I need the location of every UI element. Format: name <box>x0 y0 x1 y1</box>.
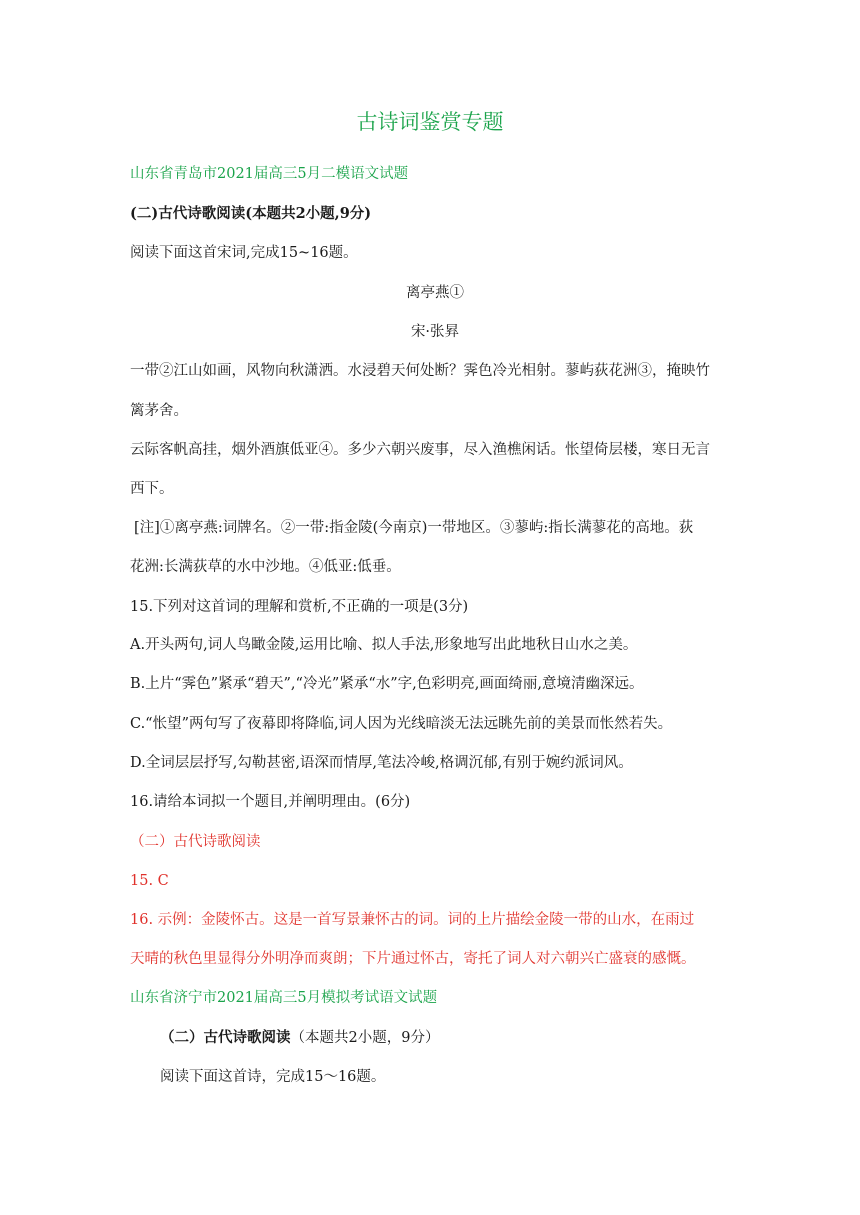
question-16: 16.请给本词拟一个题目,并阐明理由。(6分) <box>130 794 411 810</box>
poem-stanza1-line2: 篱茅舍。 <box>130 403 188 419</box>
question-15-option-d: D.全词层层抒写,勾勒甚密,语深而情厚,笔法冷峻,格调沉郁,有别于婉约派词风。 <box>130 755 633 771</box>
section2-heading <box>160 1028 770 1048</box>
section-instruction: 阅读下面这首宋词,完成15~16题。 <box>130 245 358 261</box>
answer-heading: （二）古代诗歌阅读 <box>130 834 261 850</box>
answer-15: 15. C <box>130 873 169 889</box>
question-15: 15.下列对这首词的理解和赏析,不正确的一项是(3分) <box>130 599 469 615</box>
question-15-option-b: B.上片“霁色”紧承“碧天”,“冷光”紧承“水”字,色彩明亮,画面绮丽,意境清幽深远。 <box>130 676 644 692</box>
answer-16-line1: 16. 示例：金陵怀古。这是一首写景兼怀古的词。词的上片描绘金陵一带的山水，在雨过 <box>130 912 695 928</box>
answer-16-line2: 天晴的秋色里显得分外明净而爽朗；下片通过怀古，寄托了词人对六朝兴亡盛衰的感慨。 <box>130 951 696 967</box>
section-heading-poetry: (二)古代诗歌阅读(本题共2小题,9分) <box>130 205 372 222</box>
question-15-option-a: A.开头两句,词人鸟瞰金陵,运用比喻、拟人手法,形象地写出此地秋日山水之美。 <box>130 637 638 653</box>
poem-notes-line2: 花洲:长满荻草的水中沙地。④低亚:低垂。 <box>130 559 401 575</box>
section2-instruction: 阅读下面这首诗，完成15～16题。 <box>160 1069 386 1085</box>
source-heading-jining: 山东省济宁市2021届高三5月模拟考试语文试题 <box>130 990 438 1006</box>
poem-notes-line1: [注]①离亭燕:词牌名。②一带:指金陵(今南京)一带地区。③蓼屿:指长满蓼花的高地。荻 <box>134 520 694 536</box>
question-15-option-c: C.“怅望”两句写了夜幕即将降临,词人因为光线暗淡无法远眺先前的美景而怅然若失。 <box>130 716 673 732</box>
section2-heading-rest: （本题共2小题，9分） <box>290 1030 440 1046</box>
section2-heading-bold: （二）古代诗歌阅读 <box>160 1029 291 1046</box>
source-heading-qingdao: 山东省青岛市2021届高三5月二模语文试题 <box>130 166 409 182</box>
poem-title: 离亭燕① <box>406 285 464 301</box>
poem-author: 宋·张昪 <box>410 324 460 340</box>
poem-stanza1-line1: 一带②江山如画，风物向秋潇洒。水浸碧天何处断？霁色冷光相射。蓼屿荻花洲③，掩映竹 <box>130 363 710 379</box>
poem-stanza2-line1: 云际客帆高挂，烟外酒旗低亚④。多少六朝兴废事，尽入渔樵闲话。怅望倚层楼，寒日无言 <box>130 442 710 458</box>
document-title: 古诗词鉴赏专题 <box>356 110 504 134</box>
poem-stanza2-line2: 西下。 <box>130 481 174 497</box>
